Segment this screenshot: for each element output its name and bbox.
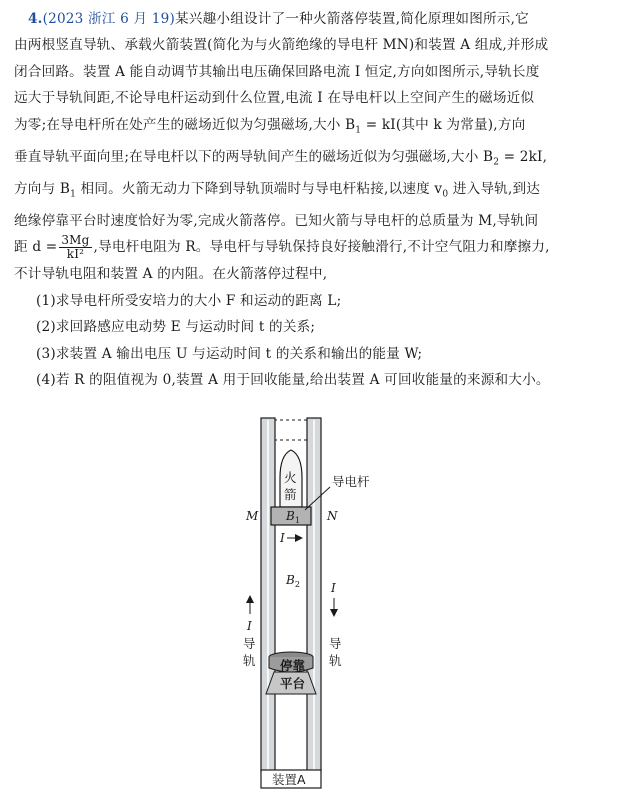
current-label-right: I bbox=[331, 581, 336, 595]
line-2: 由两根竖直导轨、承载火箭装置(简化为与火箭绝缘的导电杆 MN)和装置 A 组成,并形成 bbox=[14, 37, 549, 54]
line-7b: 相同。火箭无动力下降到导轨顶端时与导电杆粘接,以速度 v bbox=[76, 180, 443, 197]
line-7-sub2: 0 bbox=[442, 189, 449, 200]
question-4: (4)若 R 的阻值视为 0,装置 A 用于回收能量,给出装置 A 可回收能量的来源和大小。 bbox=[36, 372, 550, 389]
line-5b: = kI(其中 k 为常量),方向 bbox=[361, 116, 526, 133]
rail-label-right-1: 导 bbox=[329, 636, 342, 651]
current-label-left: I bbox=[247, 619, 252, 633]
line-6b: = 2kI, bbox=[499, 148, 548, 165]
line-6a: 垂直导轨平面向里;在导电杆以下的两导轨间产生的磁场近似为匀强磁场,大小 B bbox=[14, 148, 494, 165]
rail-label-left-2: 轨 bbox=[243, 653, 256, 668]
question-3: (3)求装置 A 输出电压 U 与运动时间 t 的关系和输出的能量 W; bbox=[36, 345, 423, 362]
rocket-label-2: 箭 bbox=[284, 487, 297, 502]
b2-label: $B_2$ bbox=[286, 573, 300, 589]
line-5-sub: 1 bbox=[355, 125, 362, 136]
line-7-sub: 1 bbox=[70, 189, 77, 200]
platform-label-2: 平台 bbox=[280, 676, 306, 691]
fraction-denominator: kI² bbox=[66, 247, 85, 262]
problem-source: (2023 浙江 6 月 19) bbox=[42, 11, 176, 27]
rod-label: 导电杆 bbox=[332, 474, 370, 489]
device-a-label: 装置A bbox=[272, 772, 306, 787]
fraction-numerator: 3Mg bbox=[61, 233, 90, 248]
platform-label-1: 停靠 bbox=[280, 658, 306, 673]
rocket-label-1: 火 bbox=[284, 470, 297, 485]
line-6-sub: 2 bbox=[493, 157, 500, 168]
line-1: 某兴趣小组设计了一种火箭落停装置,简化原理如图所示,它 bbox=[175, 11, 529, 27]
label-M: M bbox=[246, 509, 259, 523]
problem-number: 4. bbox=[28, 11, 43, 27]
question-1: (1)求导电杆所受安培力的大小 F 和运动的距离 L; bbox=[36, 292, 342, 309]
line-5a: 为零;在导电杆所在处产生的磁场近似为匀强磁场,大小 B bbox=[14, 116, 356, 133]
line-7c: 进入导轨,到达 bbox=[448, 180, 541, 197]
rail-label-left-1: 导 bbox=[243, 636, 256, 651]
rail-label-right-2: 轨 bbox=[329, 653, 342, 668]
line-8: 绝缘停靠平台时速度恰好为零,完成火箭落停。已知火箭与导电杆的总质量为 M,导轨间 bbox=[14, 213, 539, 229]
line-7a: 方向与 B bbox=[14, 180, 71, 197]
label-N: N bbox=[327, 509, 338, 523]
line-4: 远大于导轨间距,不论导电杆运动到什么位置,电流 I 在导电杆以上空间产生的磁场近似 bbox=[14, 90, 535, 107]
current-label-rod: I bbox=[280, 531, 285, 545]
line-10: 不计导轨电阻和装置 A 的内阻。在火箭落停过程中, bbox=[14, 266, 328, 283]
b1-label: $B_1$ bbox=[286, 509, 300, 525]
line-3: 闭合回路。装置 A 能自动调节其输出电压确保回路电流 I 恒定,方向如图所示,导轨长度 bbox=[14, 63, 540, 80]
question-2: (2)求回路感应电动势 E 与运动时间 t 的关系; bbox=[36, 319, 316, 336]
line-9a: 距 d = bbox=[14, 239, 58, 256]
line-9b: ,导电杆电阻为 R。导电杆与导轨保持良好接触滑行,不计空气阻力和摩擦力, bbox=[93, 239, 550, 256]
